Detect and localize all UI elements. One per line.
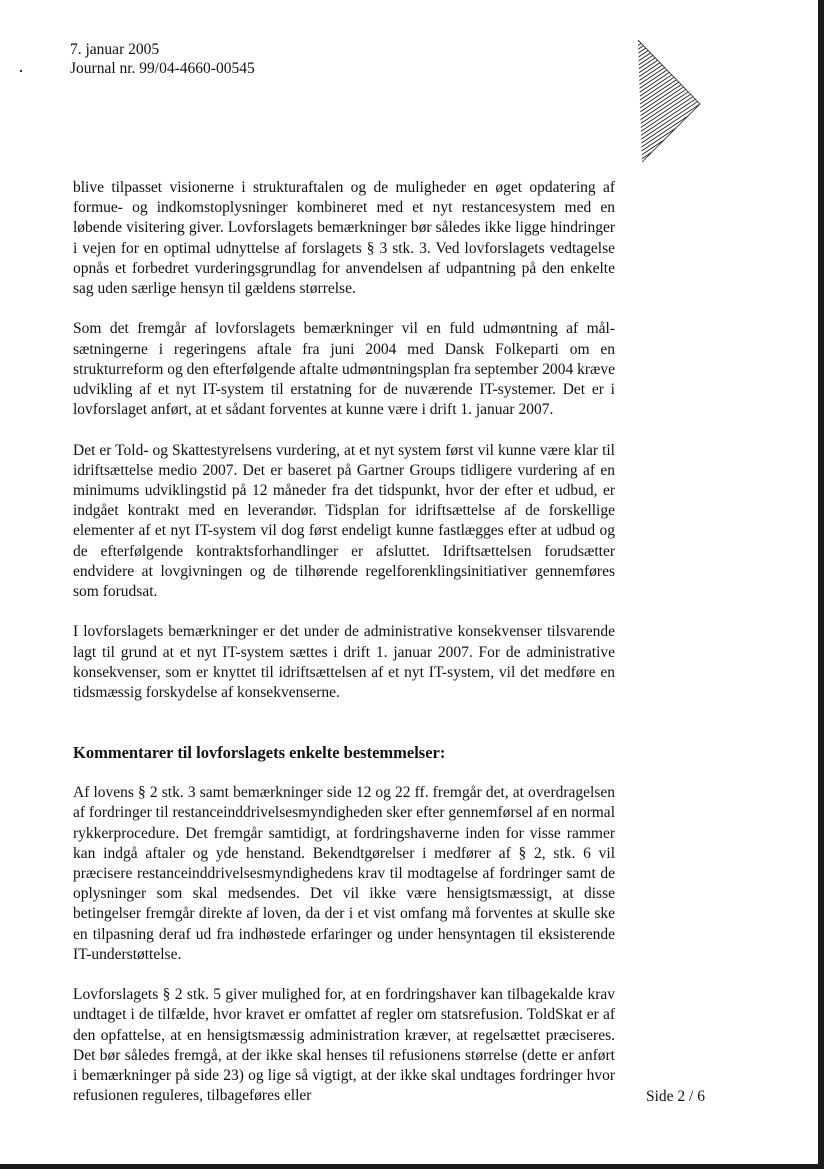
paragraph-4: I lovforslagets bemærkninger er det under de administrative konsekvenser tilsvarende lagt til grund at et nyt IT-system sættes i drift 1. januar 2007. For de administrative konsekvenser, som er knyttet til idriftsættelsen af et nyt IT-system, vil det medføre en tidsmæssig forskydelse af konsekvenserne.	[73, 623, 615, 702]
document-header	[70, 40, 255, 78]
page-number: Side 2 / 6	[646, 1088, 705, 1105]
scan-speck	[20, 70, 22, 72]
letter-body	[73, 178, 615, 1106]
scan-border-right	[818, 0, 824, 1169]
paragraph-2: Som det fremgår af lovforslagets bemærkninger vil en fuld udmøntning af målsætningerne i regeringens aftale fra juni 2004 med Dansk Folkeparti om en strukturreform og den efterfølgende aftalte udmøntningsplan fra september 2004 kræve udvikling af et nyt IT-system til erstatning for de nuværende IT-systemer. Det er i lovforslaget anført, at et sådant forventes at kunne være i drift 1. januar 2007.	[73, 320, 615, 419]
paragraph-3: Det er Told- og Skattestyrelsens vurdering, at et nyt system først vil kunne være klar til idriftsættelse medio 2007. Det er baseret på Gartner Groups tidligere vurdering af en minimums udviklingstid på 12 måneder fra det tidspunkt, hvor der efter et udbud, er indgået kontrakt med en leverandør. Tidsplan for idriftsættelse af de forskellige elementer af et nyt IT-system vil dog først endeligt kunne fastlægges efter at udbud og de efterfølgende kontraktsforhandlinger er afsluttet. Idriftsættelsen forudsætter endvidere at lovgivningen og de tilhørende regelforenklingsinitiativer gennemføres som forudsat.	[73, 441, 615, 601]
section-heading: Kommentarer til lovforslagets enkelte bestemmelser:	[73, 743, 446, 763]
journal-number: Journal nr. 99/04-4660-00545	[70, 60, 255, 77]
paragraph-5: Af lovens § 2 stk. 3 samt bemærkninger side 12 og 22 ff. fremgår det, at overdragelsen af fordringer til restanceinddrivelsesmyndigheden sker efter gennemførsel af en normal rykkerprocedure. Det fremgår samtidigt, at fordringshaverne inden for visse rammer kan indgå aftaler og yde henstand. Bekendtgørelser i medfører af § 2, stk. 6 vil præcisere restanceinddrivelsesmyndighedens krav til modtagelse af fordringer samt de oplysninger som skal medsendes. Det vil ikke være hensigtsmæssigt, at disse betingelser fremgår direkte af loven, da der i et vist omfang må forventes at skulle ske en tilpasning deraf ud fra indhøstede erfaringer og under hensyntagen til eksisterende IT-understøttelse.	[73, 784, 615, 963]
document-date: 7. januar 2005	[70, 41, 160, 58]
scan-border-bottom	[0, 1164, 824, 1169]
paragraph-6: Lovforslagets § 2 stk. 5 giver mulighed for, at en fordringshaver kan tilbagekalde krav undtaget i de tilfælde, hvor kravet er omfattet af regler om statsrefusion. ToldSkat er af den opfattelse, at en hensigtsmæssig administration kræver, at regelsættet præciseres. Det bør således fremgå, at der ikke skal henses til refusionens størrelse (dette er anført i bemærkninger på side 23) og lige så vigtigt, at der ikke skal undtages fordringer hvor refusionen reguleres, tilbageføres eller	[73, 986, 615, 1105]
hatched-triangle-logo-icon	[638, 40, 708, 165]
paragraph-1: blive tilpasset visionerne i strukturaftalen og de muligheder en øget opdatering af formue- og indkomstoplysninger kombineret med et nyt restancesystem med en løbende visitering giver. Lovforslagets bemærkninger bør således ikke ligge hindringer i vejen for en optimal udnyttelse af forslagets § 3 stk. 3. Ved lovforslagets vedtagelse opnås et forbedret vurderingsgrundlag for anvendelsen af udpantning på den enkelte sag uden særlige hensyn til gældens størrelse.	[73, 179, 615, 298]
